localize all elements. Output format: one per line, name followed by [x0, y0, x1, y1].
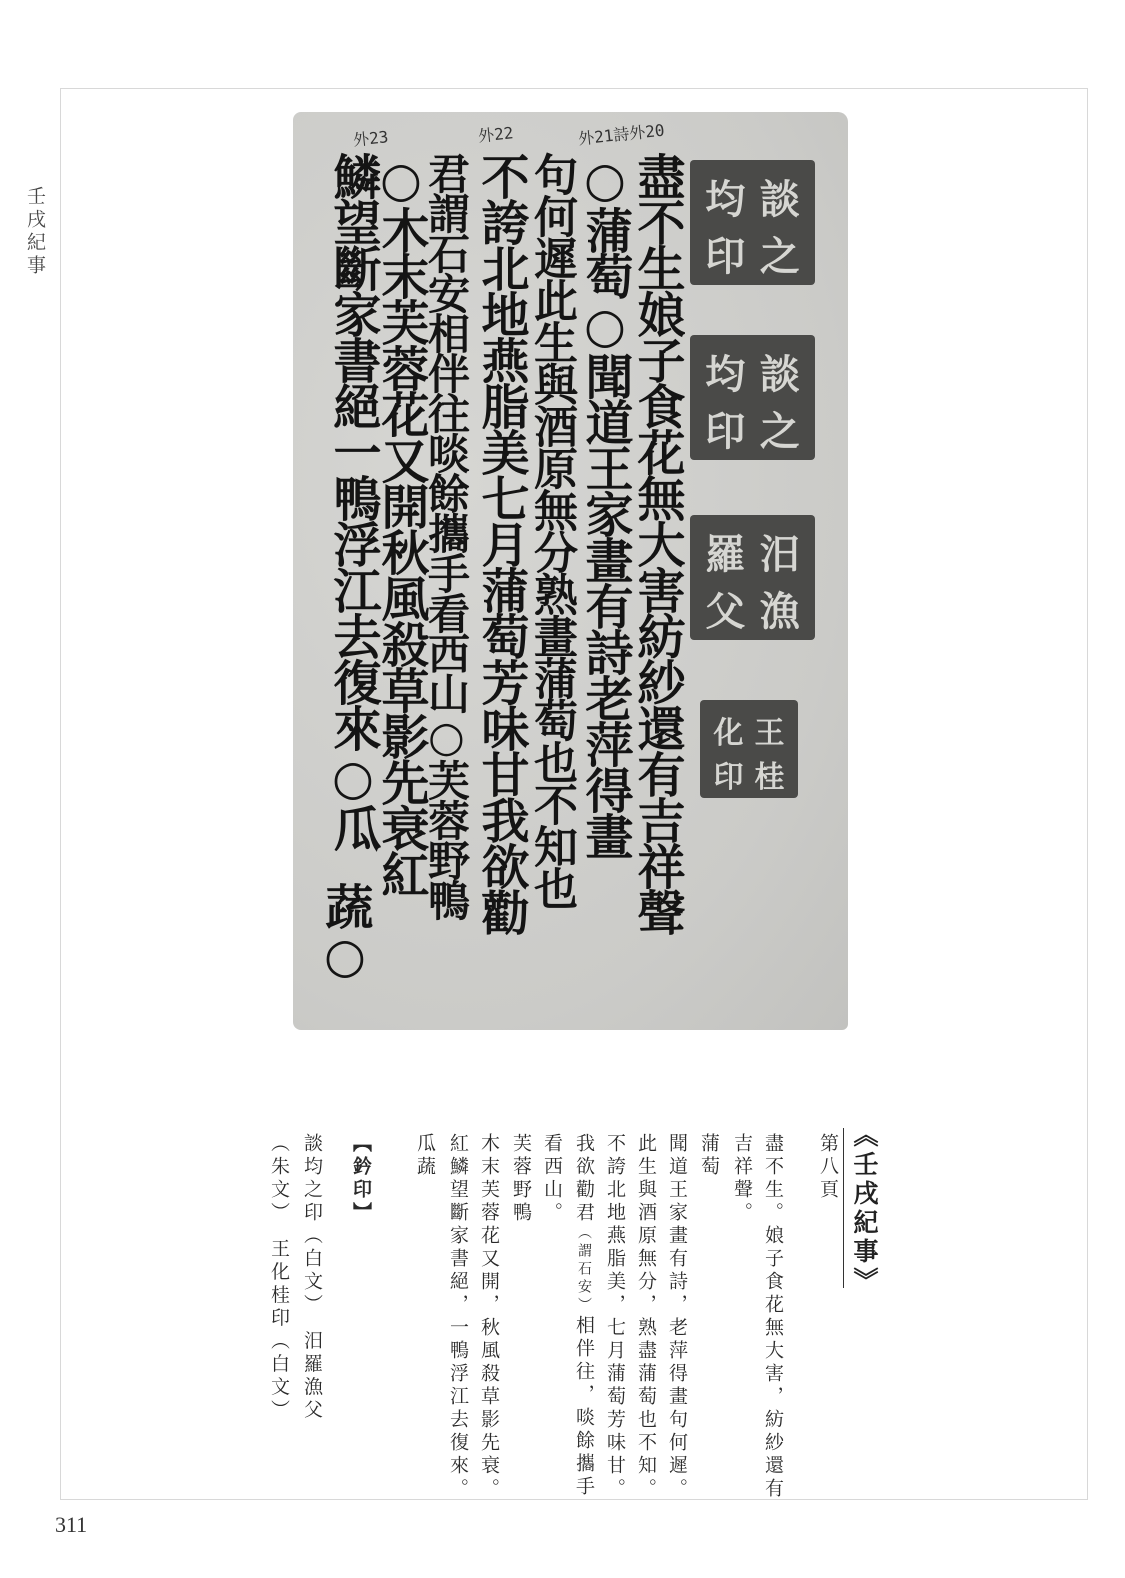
manuscript-column: 鱗望斷家書絕一鴨浮江去復來○瓜: [325, 152, 381, 850]
manuscript-column: 盡不生娘子食花無大害紡紗還有吉祥聲: [629, 152, 685, 934]
transcription-line: 此生與酒原無分，熟盡蒲萄也不知。: [635, 1133, 657, 1501]
seal-stamp: 談 均 之 印: [690, 335, 815, 460]
transcription-title: 《壬戌紀事》: [850, 1122, 879, 1296]
seal-stamp: 汨 羅 漁 父: [690, 515, 815, 640]
running-header: 壬戌紀事: [24, 186, 46, 278]
seal-list-line: 談均之印（白文） 汨羅漁父: [301, 1133, 323, 1423]
transcription-line: 看西山。: [541, 1133, 563, 1225]
manuscript-column: 君謂石安相伴往啖餘攜手看西山○芙蓉野鴨: [422, 152, 471, 919]
pencil-note: 外22: [477, 123, 515, 146]
seal-stamp: 談 均 之 印: [690, 160, 815, 285]
poem-title: 芙蓉野鴨: [510, 1133, 532, 1225]
seal-stamp: 王 化 桂 印: [700, 700, 798, 798]
manuscript-column: 不誇北地燕脂美七月蒲萄芳味甘我欲勸: [473, 152, 529, 934]
manuscript-column: ○蒲萄○聞道王家畫有詩老萍得畫: [577, 152, 633, 858]
poem-title: 蒲萄: [698, 1133, 720, 1179]
transcription-line: 紅鱗望斷家書絕，一鴨浮江去復來。: [447, 1133, 469, 1501]
transcription-line: 吉祥聲。: [731, 1133, 753, 1225]
pencil-note: 外21詩外20: [577, 120, 666, 149]
transcription-line: 不誇北地燕脂美，七月蒲萄芳味甘。: [604, 1133, 626, 1501]
page-label: 第八頁: [817, 1133, 839, 1202]
poem-title: 瓜蔬: [414, 1133, 436, 1179]
seal-list-line: （朱文） 王化桂印（白文）: [268, 1133, 290, 1423]
manuscript-image: [293, 112, 848, 1030]
seals-heading: 【鈐印】: [350, 1133, 372, 1225]
pencil-note: 外23: [352, 127, 390, 150]
transcription-line: 木末芙蓉花又開，秋風殺草影先衰。: [478, 1133, 500, 1501]
page-number: 311: [55, 1512, 88, 1537]
transcription-line: 聞道王家畫有詩，老萍得畫句何遲。: [666, 1133, 688, 1501]
title-divider: [843, 1128, 844, 1288]
transcription-line: 我欲勸君（謂石安）相伴往，啖餘攜手: [573, 1133, 595, 1499]
manuscript-column: 句何遲此生與酒原無分熟畫蒲萄也不知也: [526, 152, 577, 908]
manuscript-column: ○木末芙蓉花又開秋風殺草影先衰紅: [373, 152, 429, 896]
manuscript-column: 蔬○: [317, 882, 373, 982]
transcription-line: 盡不生。娘子食花無大害，紡紗還有: [762, 1133, 784, 1501]
